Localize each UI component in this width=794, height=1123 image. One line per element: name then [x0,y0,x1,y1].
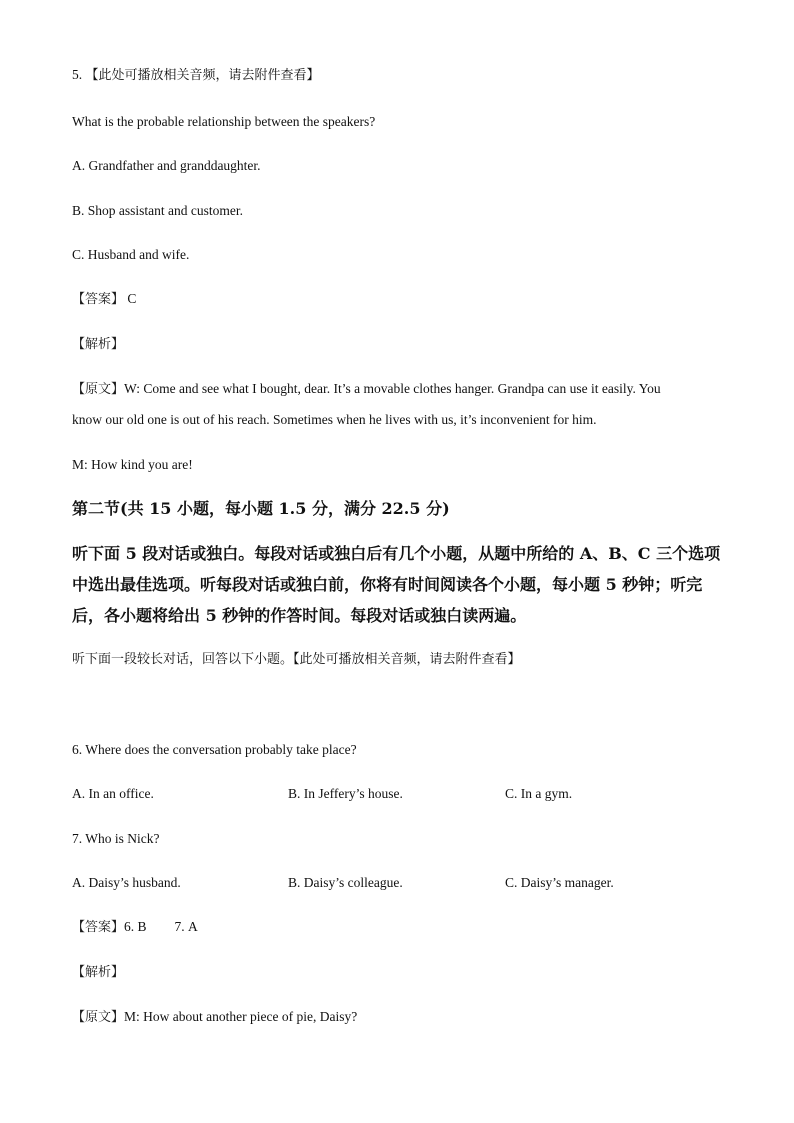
answer-tag: 【答案】 [72,292,125,307]
section2-heading: 第二节(共 15 小题，每小题 1.5 分，满分 22.5 分) [72,499,450,518]
transcript-text: W: Come and see what I bought, dear. It’s a movable clothes hanger. Grandpa can use it easily. You [124,381,661,396]
transcript-tag: 【原文】 [72,1010,125,1025]
q5-question: What is the probable relationship between the speakers? [72,114,376,129]
q5-transcript-line3: M: How kind you are! [72,457,193,472]
q7-option-a: A. Daisy’s husband. [72,875,181,890]
q5-transcript-line2: know our old one is out of his reach. Sometimes when he lives with us, it’s inconvenient for him. [72,412,597,427]
long-dialogue-note: 听下面一段较长对话，回答以下小题。【此处可播放相关音频，请去附件查看】 [72,652,521,667]
answer-value: C [127,291,137,306]
q7-option-b: B. Daisy’s colleague. [288,875,403,890]
q7-question: 7. Who is Nick? [72,831,160,846]
section2-instructions: 听下面 5 段对话或独白。每段对话或独白后有几个小题，从题中所给的 A、B、C 三个选项中选出最佳选项。听每段对话或独白前，你将有时间阅读各个小题，每小题 5 秒钟；听完后，各小题将给出 5 秒钟的作答时间。每段对话或独白读两遍。 [72,544,721,625]
q5-number: 5. [72,67,83,82]
q5-option-b: B. Shop assistant and customer. [72,203,243,218]
transcript-tag: 【原文】 [72,382,125,397]
q6-option-b: B. In Jeffery’s house. [288,786,403,801]
analysis-tag: 【解析】 [72,337,125,352]
q6-question: 6. Where does the conversation probably take place? [72,742,357,757]
q6-7-transcript-line1 [72,1008,357,1027]
answer-6: 6. B [124,919,147,934]
q5-audio-note: 【此处可播放相关音频，请去附件查看】 [85,68,320,83]
q7-option-c: C. Daisy’s manager. [505,875,614,890]
transcript-text: M: How about another piece of pie, Daisy? [124,1009,358,1024]
q5-analysis [72,335,124,354]
q6-option-a: A. In an office. [72,786,154,801]
q5-option-a: A. Grandfather and granddaughter. [72,158,261,173]
analysis-tag: 【解析】 [72,965,125,980]
answer-tag: 【答案】 [72,920,125,935]
q5-option-c: C. Husband and wife. [72,247,190,262]
q5-transcript-line1 [72,380,661,399]
answer-7: 7. A [174,919,198,934]
q5-answer [72,290,136,309]
q6-option-c: C. In a gym. [505,786,573,801]
q5-header [72,66,320,85]
q6-7-analysis [72,963,124,982]
q6-7-answer [72,918,198,937]
